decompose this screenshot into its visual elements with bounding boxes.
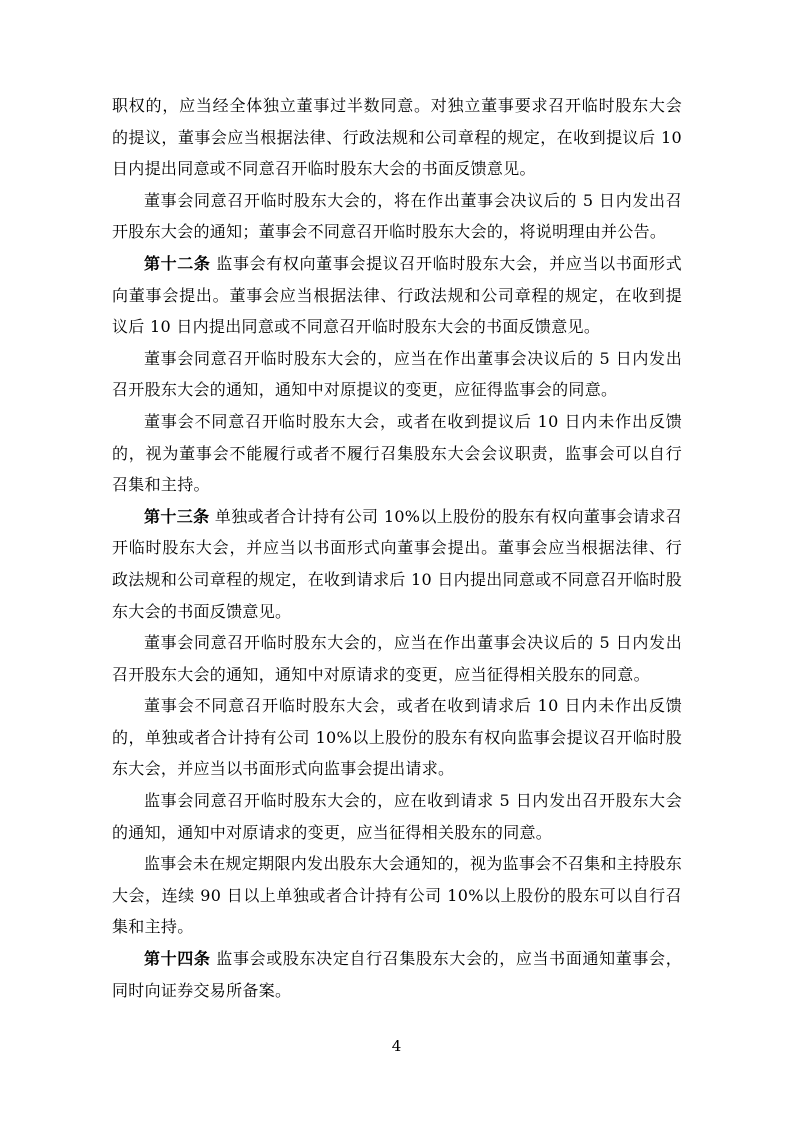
paragraph-text: 单独或者合计持有公司 10%以上股份的股东有权向董事会请求召开临时股东大会，并应当以书面形式向董事会提出。董事会应当根据法律、行政法规和公司章程的规定，在收到请求后 10 日内提出同意或不同意召开临时股东大会的书面反馈意见。 (112, 506, 682, 621)
article-number: 第十二条 (144, 253, 211, 273)
paragraph (112, 848, 682, 943)
paragraph-text: 监事会或股东决定自行召集股东大会的，应当书面通知董事会，同时向证券交易所备案。 (112, 949, 682, 1000)
paragraph-text: 董事会同意召开临时股东大会的，应当在作出董事会决议后的 5 日内发出召开股东大会的通知，通知中对原请求的变更，应当征得相关股东的同意。 (112, 633, 682, 684)
paragraph (112, 90, 682, 185)
paragraph (112, 785, 682, 848)
paragraph-text: 监事会未在规定期限内发出股东大会通知的，视为监事会不召集和主持股东大会，连续 90 日以上单独或者合计持有公司 10%以上股份的股东可以自行召集和主持。 (112, 854, 682, 937)
page-number: 4 (391, 1037, 402, 1055)
paragraph-text: 董事会同意召开临时股东大会的，应当在作出董事会决议后的 5 日内发出召开股东大会的通知，通知中对原提议的变更，应征得监事会的同意。 (112, 348, 682, 400)
paragraph (112, 690, 682, 785)
paragraph-text: 职权的，应当经全体独立董事过半数同意。对独立董事要求召开临时股东大会的提议，董事会应当根据法律、行政法规和公司章程的规定，在收到提议后 10 日内提出同意或不同意召开临时股东大会的书面反馈意见。 (112, 96, 682, 179)
paragraph (112, 627, 682, 690)
paragraph (112, 406, 682, 501)
paragraph (112, 248, 682, 343)
article-number: 第十三条 (144, 506, 210, 526)
paragraph-text: 董事会不同意召开临时股东大会，或者在收到请求后 10 日内未作出反馈的，单独或者合计持有公司 10%以上股份的股东有权向监事会提议召开临时股东大会，并应当以书面形式向监事会提出请求。 (112, 696, 682, 779)
paragraph-text: 董事会同意召开临时股东大会的，将在作出董事会决议后的 5 日内发出召开股东大会的通知；董事会不同意召开临时股东大会的，将说明理由并公告。 (112, 190, 682, 242)
document-body (112, 90, 682, 1006)
paragraph-text: 董事会不同意召开临时股东大会，或者在收到提议后 10 日内未作出反馈的，视为董事会不能履行或者不履行召集股东大会会议职责，监事会可以自行召集和主持。 (112, 411, 682, 495)
paragraph (112, 943, 682, 1006)
paragraph (112, 185, 682, 248)
paragraph (112, 501, 682, 627)
paragraph (112, 343, 682, 406)
paragraph-text: 监事会同意召开临时股东大会的，应在收到请求 5 日内发出召开股东大会的通知，通知中对原请求的变更，应当征得相关股东的同意。 (112, 791, 682, 842)
article-number: 第十四条 (144, 949, 211, 969)
paragraph-text: 监事会有权向董事会提议召开临时股东大会，并应当以书面形式向董事会提出。董事会应当根据法律、行政法规和公司章程的规定，在收到提议后 10 日内提出同意或不同意召开临时股东大会的书面反馈意见。 (112, 253, 682, 337)
